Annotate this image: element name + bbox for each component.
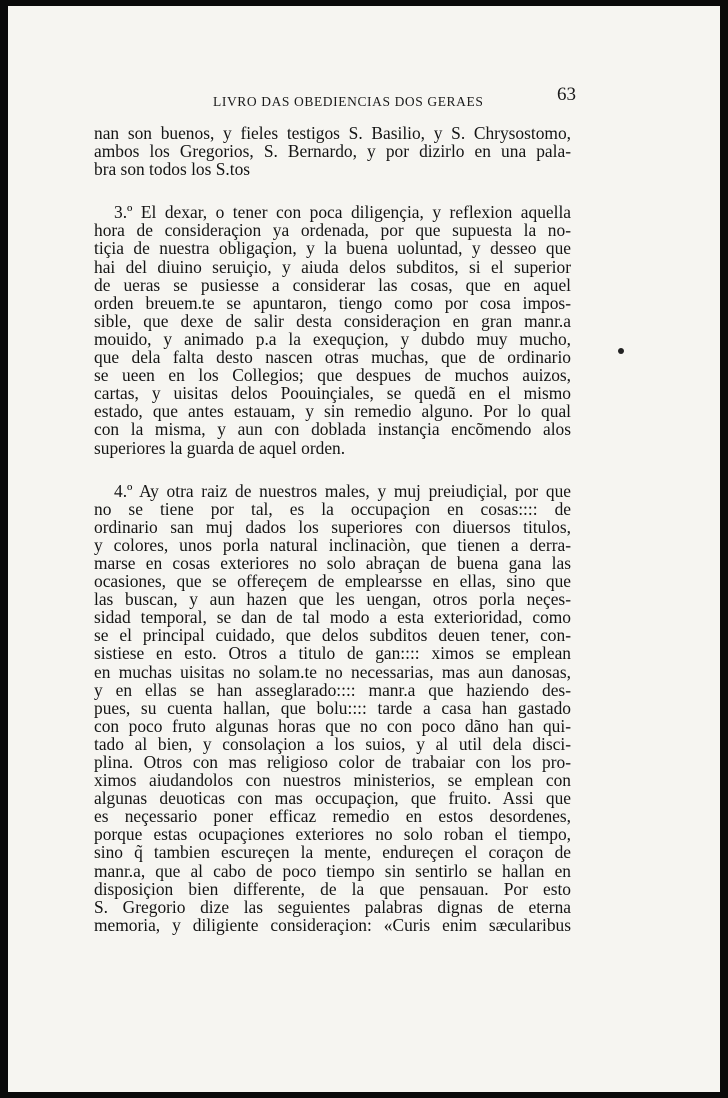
text-line: manr.a, que al cabo de poco tiempo sin sentirlo se hallan en [94, 860, 571, 881]
text-line: cartas, y uisitas delos Poouinçiales, se quedã en el mismo [94, 383, 571, 404]
text-line: orden breuem.te se apuntaron, tiengo como por cosa impos- [94, 292, 571, 313]
text-line: de ueras se pusiesse a considerar las cosas, que en aquel [94, 274, 571, 295]
text-line: algunas deuoticas con mas occupaçion, que fruito. Assi que [94, 788, 571, 809]
text-line: marse en cosas exteriores no solo abraçan de buena gana las [94, 552, 571, 573]
text-line: pues, su cuenta hallan, que bolu:::: tarde a casa han gastado [94, 697, 571, 718]
paragraph-3 [94, 203, 571, 456]
text-line: ambos los Gregorios, S. Bernardo, y por dizirlo en una pala- [94, 141, 571, 162]
text-line: ocasiones, que se offereçem de emplearsse en ellas, sino que [94, 571, 571, 592]
text-line: hora de consideraçion ya ordenada, por que supuesta la no- [94, 220, 571, 241]
text-line: 3.º El dexar, o tener con poca diligençia, y reflexion aquella [114, 202, 571, 223]
text-line: es neçessario poner efficaz remedio en estos desordenes, [94, 806, 571, 827]
text-line: con la misma, y aun con doblada instançia encõmendo alos [94, 419, 571, 440]
text-line: plina. Otros con mas religioso color de trabaiar con los pro- [94, 752, 571, 772]
paragraph-4 [94, 482, 571, 934]
text-line: ordinario san muj dados los superiores con diuersos titulos, [94, 516, 571, 537]
text-line: S. Gregorio dize las seguientes palabras dignas de eterna [94, 896, 571, 917]
text-line: bra son todos los S.tos [94, 159, 251, 180]
text-line: tado al bien, y consolaçion a los suios, y al util dela disci- [94, 733, 571, 754]
text-line: sistiese en esto. Otros a titulo de gan:::: ximos se emplean [94, 643, 571, 664]
text-line: no se tiene por tal, es la occupaçion en cosas:::: de [94, 498, 571, 519]
text-line: sible, que dexe de salir desta consideraçion en gran manr.a [94, 310, 571, 331]
text-line: se ueen en los Collegios; que despues de muchos auizos, [94, 365, 571, 386]
text-line: con poco fruto algunas horas que no con poco dãno han qui- [94, 715, 571, 736]
text-line: sino q̃ tambien escureçen la mente, endureçen el coraçon de [94, 842, 571, 863]
text-line: 4.º Ay otra raiz de nuestros males, y muj preiudiçial, por que [114, 480, 571, 501]
text-line: hai del diuino seruiçio, y aiuda delos subditos, si el superior [94, 256, 571, 277]
text-line: tiçia de nuestra obligaçion, y la buena uoluntad, y desseo que [94, 238, 571, 259]
page-number: 63 [557, 84, 576, 105]
text-line: memoria, y diligiente consideraçion: «Curis enim sæcularibus [94, 914, 571, 935]
text-line: sidad temporal, se dan de tal modo a esta exterioridad, como [94, 607, 571, 628]
text-line: y colores, unos porla natural inclinaciòn, que tienen a derra- [94, 534, 571, 555]
text-line: disposiçion bien differente, de la que pensauan. Por esto [94, 878, 571, 899]
text-line: nan son buenos, y fieles testigos S. Basilio, y S. Chrysostomo, [94, 123, 571, 143]
text-line: mouido, y animado p.a la exequçion, y dubdo muy mucho, [94, 328, 571, 349]
text-line: estado, que antes estauam, y sin remedio alguno. Por lo qual [94, 401, 571, 422]
text-line: que dela falta desto nascen otras muchas, que de ordinario [94, 347, 571, 368]
text-line: se el principal cuidado, que delos subditos deuen tener, con- [94, 625, 571, 646]
text-line: superiores la guarda de aquel orden. [94, 437, 346, 458]
margin-mark [618, 348, 624, 354]
paragraph-continuation [94, 124, 571, 178]
text-line: las buscan, y aun hazen que les uengan, otros porla neçes- [94, 589, 571, 610]
body-text [94, 124, 571, 934]
text-line: y en ellas se han asseglarado:::: manr.a que haziendo des- [94, 679, 571, 700]
text-line: ximos aiudandolos con nuestros ministerios, se emplean con [94, 770, 571, 791]
text-line: en muchas uisitas no solam.te no necessarias, mas aun danosas, [94, 661, 571, 682]
running-title: LIVRO DAS OBEDIENCIAS DOS GERAES [213, 94, 484, 109]
text-line: porque estas ocupaçiones exteriores no solo roban el tiempo, [94, 824, 571, 845]
page-header [213, 88, 570, 112]
